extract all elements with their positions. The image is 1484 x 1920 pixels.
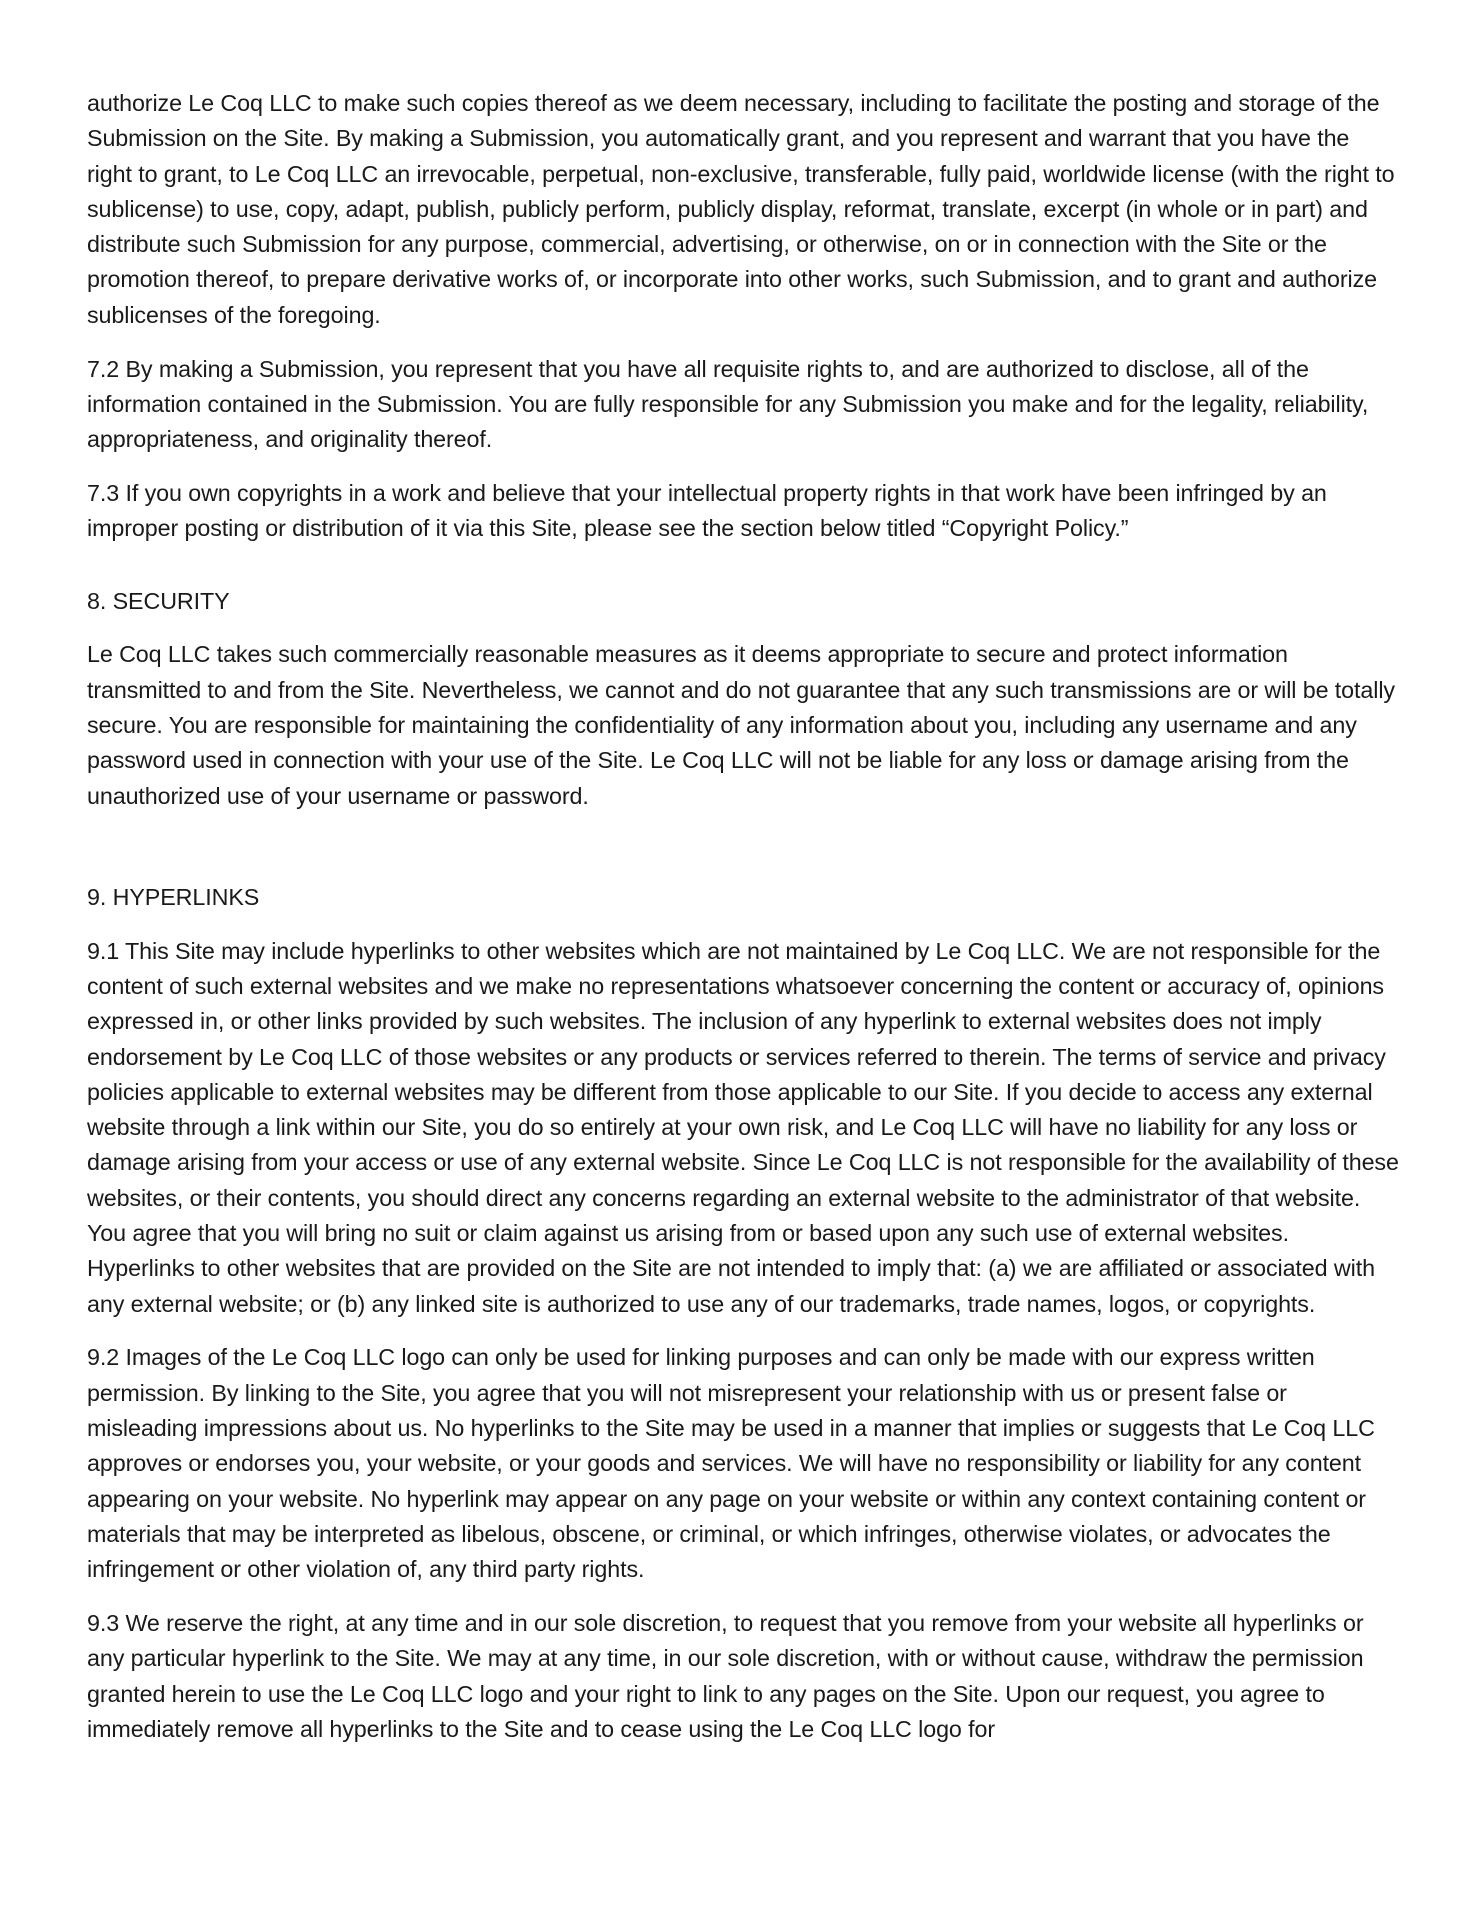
- paragraph-9-3: 9.3 We reserve the right, at any time and in our sole discretion, to request that you remove from your website all hyperlinks or any particular hyperlink to the Site. We may at any time, in our sole discretion, with or without cause, withdraw the permission granted herein to use the Le Coq LLC logo and your right to link to any pages on the Site. Upon our request, you agree to immediately remove all hyperlinks to the Site and to cease using the Le Coq LLC logo for: [87, 1609, 1364, 1742]
- document-body: [87, 86, 1399, 1766]
- section-heading-security: 8. SECURITY: [87, 587, 230, 614]
- paragraph-7-2: 7.2 By making a Submission, you represent that you have all requisite rights to, and are authorized to disclose, all of the information contained in the Submission. You are fully responsible for any Submission you make and for the legality, reliability, appropriateness, and originality thereof.: [87, 355, 1369, 453]
- paragraph-license-grant: authorize Le Coq LLC to make such copies thereof as we deem necessary, including to facilitate the posting and storage of the Submission on the Site. By making a Submission, you automatically grant, and you represent and warrant that you have the right to grant, to Le Coq LLC an irrevocable, perpetual, non-exclusive, transferable, fully paid, worldwide license (with the right to sublicense) to use, copy, adapt, publish, publicly perform, publicly display, reformat, translate, excerpt (in whole or in part) and distribute such Submission for any purpose, commercial, advertising, or otherwise, on or in connection with the Site or the promotion thereof, to prepare derivative works of, or incorporate into other works, such Submission, and to grant and authorize sublicenses of the foregoing.: [87, 90, 1395, 328]
- section-heading-hyperlinks: 9. HYPERLINKS: [87, 883, 260, 910]
- paragraph-9-2: 9.2 Images of the Le Coq LLC logo can only be used for linking purposes and can only be made with our express written permission. By linking to the Site, you agree that you will not misrepresent your relationship with us or present false or misleading impressions about us. No hyperlinks to the Site may be used in a manner that implies or suggests that Le Coq LLC approves or endorses you, your website, or your goods and services. We will have no responsibility or liability for any content appearing on your website. No hyperlink may appear on any page on your website or within any context containing content or materials that may be interpreted as libelous, obscene, or criminal, or which infringes, otherwise violates, or advocates the infringement or other violation of, any third party rights.: [87, 1344, 1375, 1583]
- paragraph-7-3: 7.3 If you own copyrights in a work and believe that your intellectual property rights in that work have been infringed by an improper posting or distribution of it via this Site, please see the section below titled “Copyright Policy.”: [87, 479, 1327, 542]
- paragraph-9-1: 9.1 This Site may include hyperlinks to other websites which are not maintained by Le Coq LLC. We are not responsible for the content of such external websites and we make no representations whatsoever concerning the content or accuracy of, opinions expressed in, or other links provided by such websites. The inclusion of any hyperlink to external websites does not imply endorsement by Le Coq LLC of those websites or any products or services referred to therein. The terms of service and privacy policies applicable to external websites may be different from those applicable to our Site. If you decide to access any external website through a link within our Site, you do so entirely at your own risk, and Le Coq LLC will have no liability for any loss or damage arising from your access or use of any external website. Since Le Coq LLC is not responsible for the availability of these websites, or their contents, you should direct any concerns regarding an external website to the administrator of that website. You agree that you will bring no suit or claim against us arising from or based upon any such use of external websites. Hyperlinks to other websites that are provided on the Site are not intended to imply that: (a) we are affiliated or associated with any external website; or (b) any linked site is authorized to use any of our trademarks, trade names, logos, or copyrights.: [87, 937, 1399, 1317]
- paragraph-security: Le Coq LLC takes such commercially reasonable measures as it deems appropriate to secure and protect information transmitted to and from the Site. Nevertheless, we cannot and do not guarantee that any such transmissions are or will be totally secure. You are responsible for maintaining the confidentiality of any information about you, including any username and any password used in connection with your use of the Site. Le Coq LLC will not be liable for any loss or damage arising from the unauthorized use of your username or password.: [87, 641, 1395, 809]
